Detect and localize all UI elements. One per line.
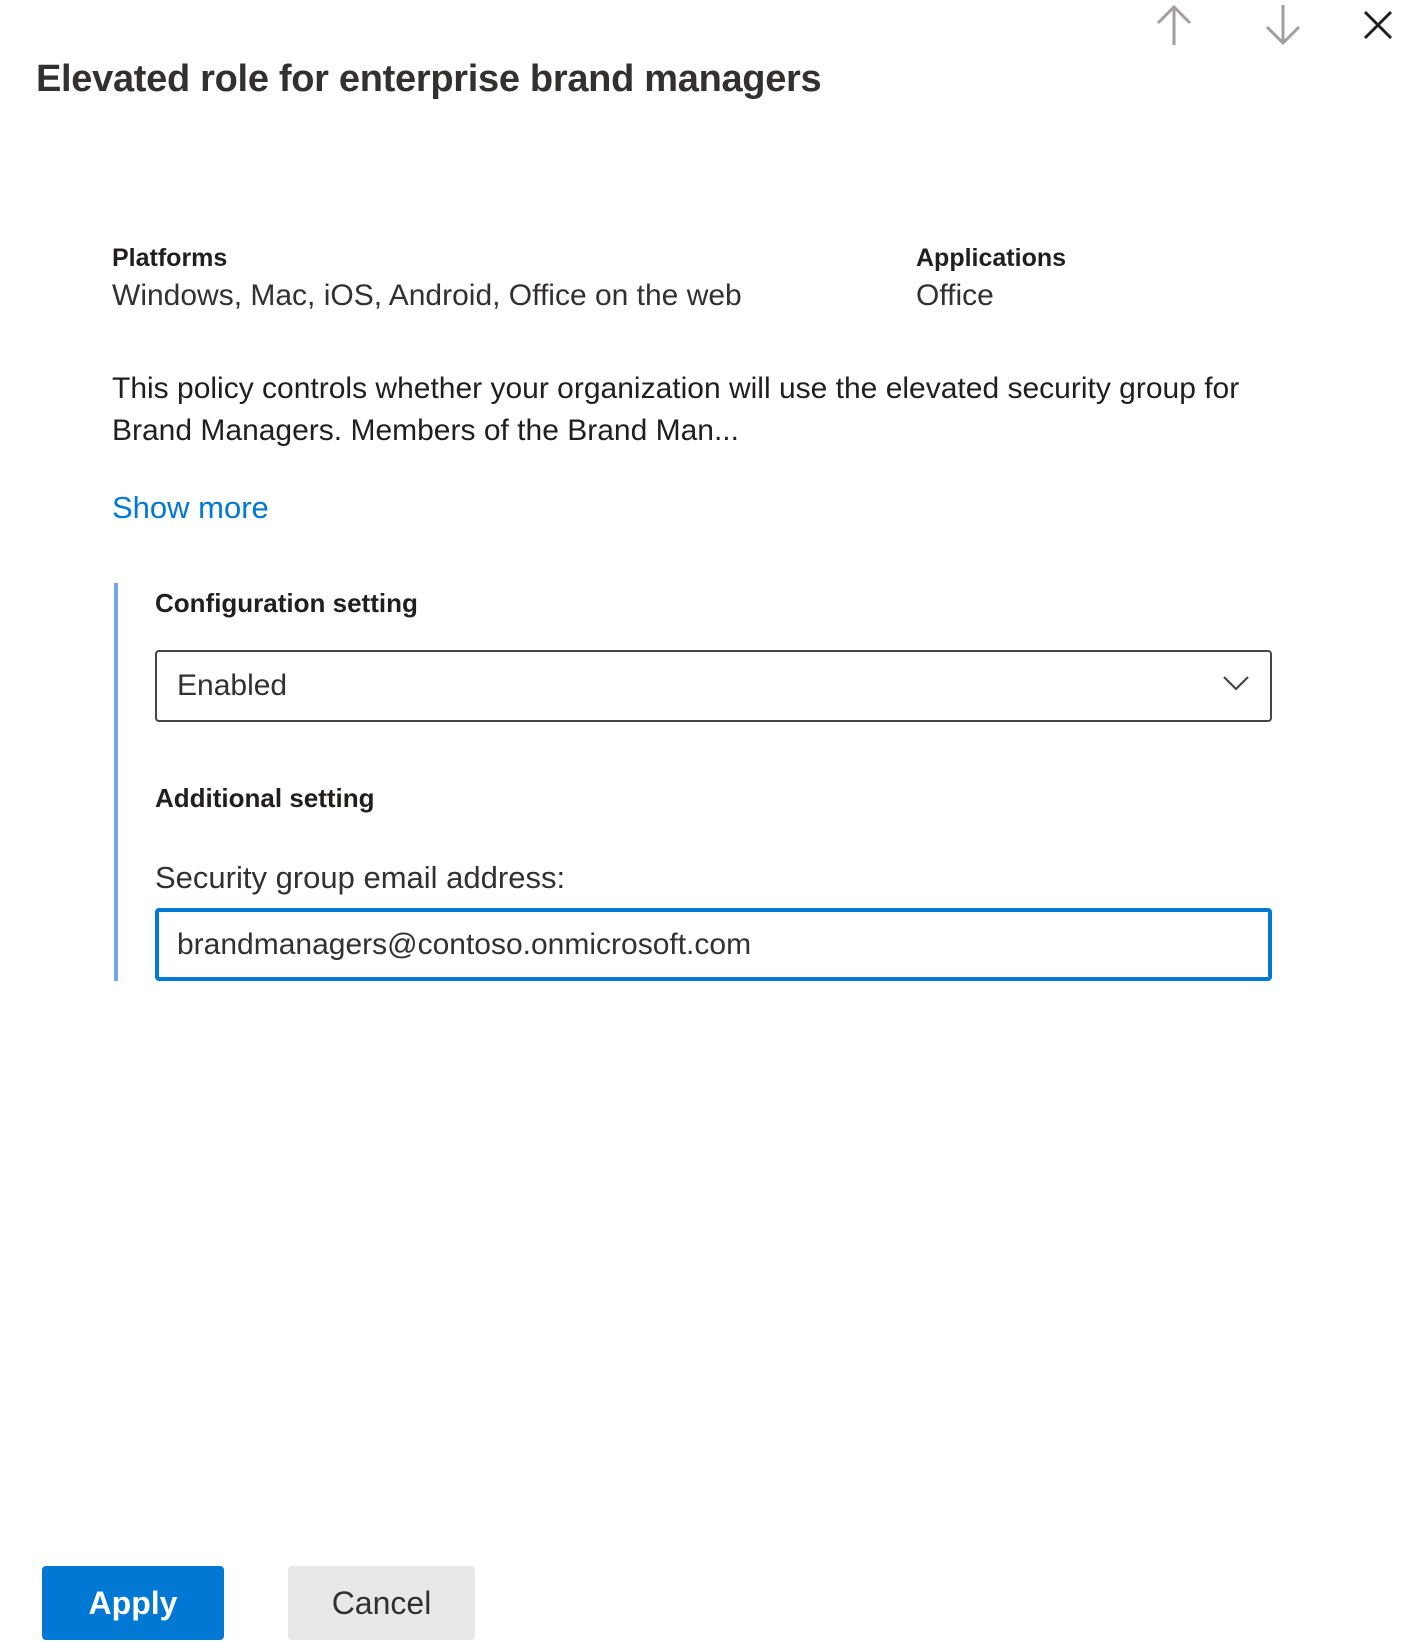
platforms-value: Windows, Mac, iOS, Android, Office on the web — [112, 279, 742, 312]
additional-setting-label: Additional setting — [155, 783, 375, 813]
applications-value: Office — [916, 279, 994, 312]
configuration-setting-dropdown[interactable] — [155, 650, 1272, 722]
security-group-email-label: Security group email address: — [155, 860, 566, 895]
settings-accent-bar — [114, 583, 118, 981]
cancel-button[interactable]: Cancel — [288, 1566, 475, 1640]
arrow-up-icon — [1154, 3, 1194, 47]
page-title: Elevated role for enterprise brand managers — [36, 58, 822, 100]
chevron-down-icon — [1222, 674, 1250, 692]
policy-description: This policy controls whether your organization will use the elevated security group for Brand Managers. Members of the Brand Man... — [112, 372, 1240, 447]
arrow-down-icon — [1263, 3, 1303, 47]
show-more-link[interactable]: Show more — [112, 490, 269, 525]
platforms-section — [112, 244, 742, 313]
apply-button[interactable]: Apply — [42, 1566, 224, 1640]
security-group-email-input[interactable] — [155, 908, 1272, 981]
previous-item-button[interactable] — [1144, 0, 1204, 50]
applications-label: Applications — [916, 244, 1067, 272]
dropdown-selected-value: Enabled — [177, 669, 288, 702]
next-item-button[interactable] — [1253, 0, 1313, 50]
platforms-label: Platforms — [112, 244, 228, 272]
close-button[interactable] — [1348, 0, 1405, 50]
configuration-setting-label: Configuration setting — [155, 588, 418, 618]
applications-section — [916, 244, 1066, 313]
close-icon — [1363, 10, 1393, 40]
